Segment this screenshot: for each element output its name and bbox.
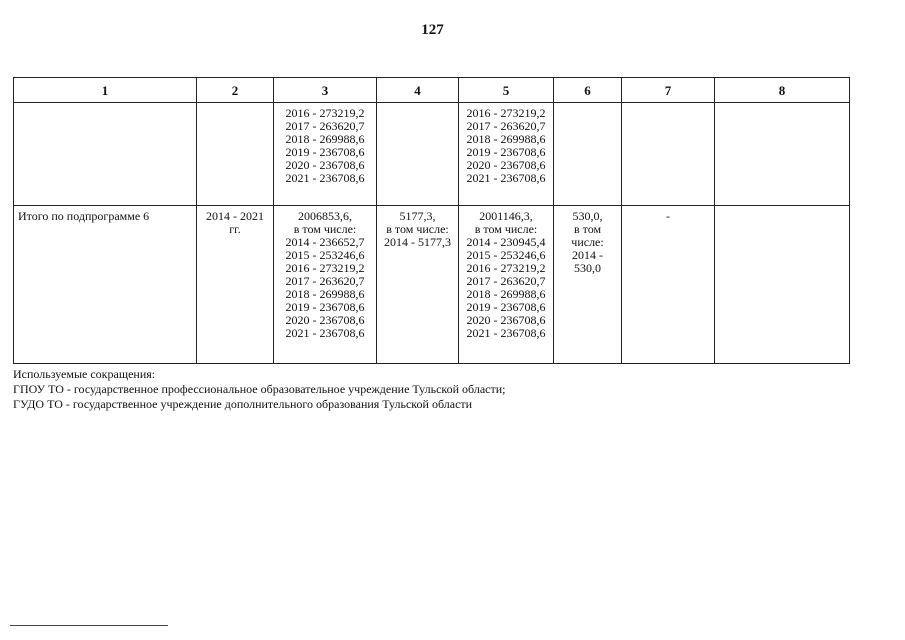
cell-line: 2021 - 236708,6 bbox=[285, 171, 365, 185]
table-cell bbox=[715, 206, 850, 364]
column-header: 4 bbox=[377, 78, 459, 103]
cell-line: 2001146,3, bbox=[479, 209, 533, 223]
cell-line: в том числе: bbox=[474, 222, 538, 236]
cell-line: 2020 - 236708,6 bbox=[285, 158, 365, 172]
table-cell bbox=[554, 206, 622, 364]
cell-line: 2019 - 236708,6 bbox=[466, 145, 546, 159]
column-header: 2 bbox=[197, 78, 274, 103]
cell-line: в том bbox=[573, 222, 602, 236]
cell-line: 530,0, bbox=[572, 209, 603, 223]
cell-line: 2014 - 230945,4 bbox=[466, 235, 546, 249]
cell-line: 2017 - 263620,7 bbox=[285, 119, 365, 133]
table-cell bbox=[715, 103, 850, 206]
cell-line: 2021 - 236708,6 bbox=[466, 171, 546, 185]
column-header: 8 bbox=[715, 78, 850, 103]
cell-line: 2014 - 5177,3 bbox=[384, 235, 451, 249]
table-cell bbox=[14, 103, 197, 206]
column-header: 6 bbox=[554, 78, 622, 103]
cell-line: 2014 - 2021 bbox=[206, 209, 264, 223]
table-cell bbox=[197, 206, 274, 364]
footnote-line: ГПОУ ТО - государственное профессиональное образовательное учреждение Тульской области; bbox=[13, 382, 506, 396]
cell-line: 2016 - 273219,2 bbox=[285, 106, 365, 120]
table-cell bbox=[377, 206, 459, 364]
table-row bbox=[14, 103, 850, 206]
cell-line: 2019 - 236708,6 bbox=[285, 145, 365, 159]
cell-line: 2018 - 269988,6 bbox=[466, 287, 546, 301]
table-cell bbox=[14, 206, 197, 364]
cell-line: 2017 - 263620,7 bbox=[466, 274, 546, 288]
table-cell bbox=[274, 206, 377, 364]
table-cell bbox=[377, 103, 459, 206]
cell-line: 2021 - 236708,6 bbox=[285, 326, 365, 340]
cell-line: 2018 - 269988,6 bbox=[285, 132, 365, 146]
cell-line: 2018 - 269988,6 bbox=[285, 287, 365, 301]
cell-line: 2020 - 236708,6 bbox=[285, 313, 365, 327]
cell-line: 2019 - 236708,6 bbox=[466, 300, 546, 314]
table-cell bbox=[622, 103, 715, 206]
column-header: 1 bbox=[14, 78, 197, 103]
abbreviations-footnote bbox=[13, 367, 506, 412]
cell-line: 2021 - 236708,6 bbox=[466, 326, 546, 340]
table-cell bbox=[554, 103, 622, 206]
budget-table bbox=[13, 77, 850, 364]
header-row bbox=[14, 78, 850, 103]
cell-line: в том числе: bbox=[293, 222, 357, 236]
table-row bbox=[14, 206, 850, 364]
cell-line: 2006853,6, bbox=[298, 209, 352, 223]
footnote-divider bbox=[10, 625, 168, 626]
footnote-line: ГУДО ТО - государственное учреждение дополнительного образования Тульской области bbox=[13, 397, 473, 411]
cell-line: 2016 - 273219,2 bbox=[285, 261, 365, 275]
table-cell bbox=[459, 206, 554, 364]
cell-line: 2018 - 269988,6 bbox=[466, 132, 546, 146]
cell-line: числе: bbox=[571, 235, 604, 249]
cell-line: 2015 - 253246,6 bbox=[466, 248, 546, 262]
column-header: 7 bbox=[622, 78, 715, 103]
table-cell bbox=[197, 103, 274, 206]
cell-line: 2016 - 273219,2 bbox=[466, 106, 546, 120]
cell-line: 2016 - 273219,2 bbox=[466, 261, 546, 275]
column-header: 5 bbox=[459, 78, 554, 103]
column-header: 3 bbox=[274, 78, 377, 103]
table-cell bbox=[459, 103, 554, 206]
cell-line: 2020 - 236708,6 bbox=[466, 313, 546, 327]
cell-line: 2014 - bbox=[572, 248, 603, 262]
footnote-title: Используемые сокращения: bbox=[13, 367, 156, 381]
cell-line: 5177,3, bbox=[399, 209, 436, 223]
cell-line: 2017 - 263620,7 bbox=[285, 274, 365, 288]
cell-line: 2015 - 253246,6 bbox=[285, 248, 365, 262]
cell-line: в том числе: bbox=[386, 222, 449, 236]
table-cell bbox=[274, 103, 377, 206]
cell-line: 2020 - 236708,6 bbox=[466, 158, 546, 172]
cell-line: гг. bbox=[229, 222, 241, 236]
page-number: 127 bbox=[421, 22, 444, 38]
cell-line: 2019 - 236708,6 bbox=[285, 300, 365, 314]
table-cell bbox=[622, 206, 715, 364]
cell-line: 530,0 bbox=[574, 261, 601, 275]
row-label: Итого по подпрограмме 6 bbox=[18, 209, 150, 223]
cell-line: - bbox=[666, 209, 670, 223]
cell-line: 2014 - 236652,7 bbox=[285, 235, 365, 249]
cell-line: 2017 - 263620,7 bbox=[466, 119, 546, 133]
